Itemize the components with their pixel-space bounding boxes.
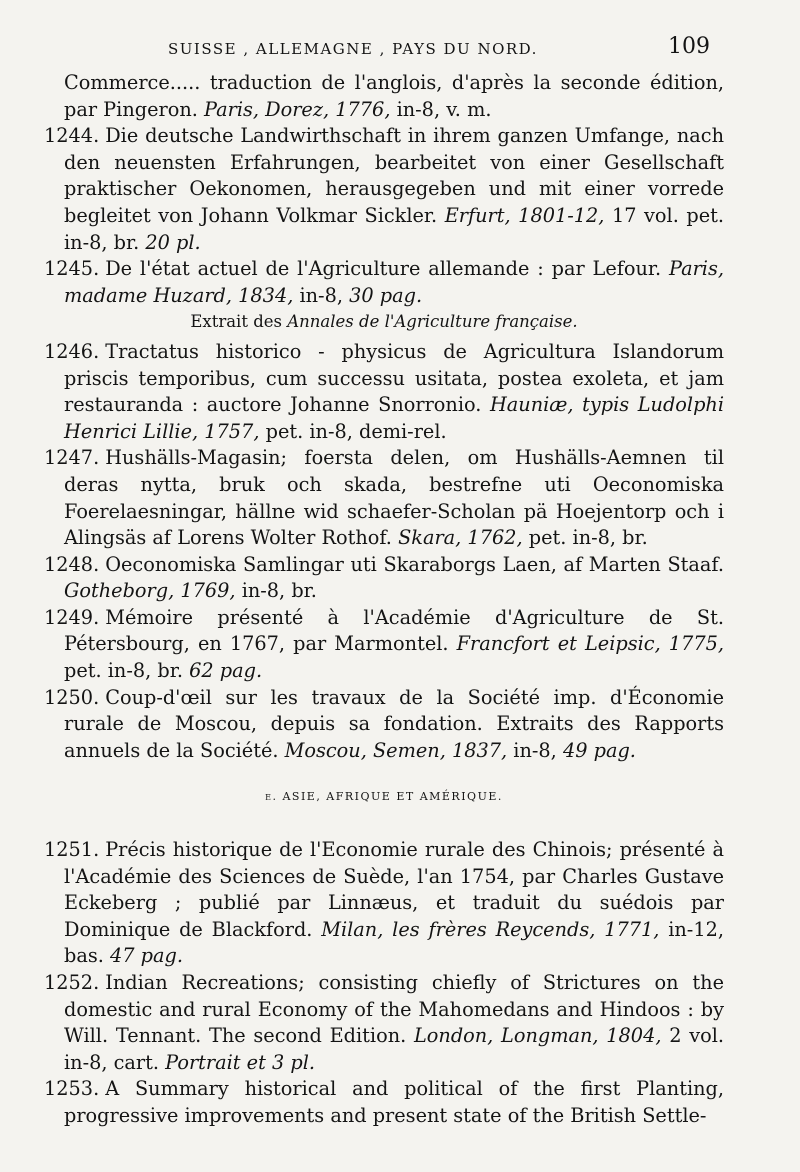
entry-collation: in-12, bas.: [64, 917, 724, 968]
entry-collation: in-8,: [293, 283, 350, 307]
entry-text: Tractatus historico - physicus de Agricultura Islandorum priscis temporibus, cum successu usitata, postea exoleta, et jam restauranda : auctore Johanne Snorronio.: [64, 339, 724, 417]
entry-number: 1252.: [44, 971, 100, 994]
entry-number: 1246.: [44, 339, 100, 363]
entry-imprint: Hauniæ, typis Ludolphi Henrici Lillie, 1757,: [64, 393, 724, 443]
catalog-entry: [44, 339, 724, 445]
note-title: Annales de l'Agriculture française.: [287, 312, 578, 332]
entry-pages: 49 pag.: [562, 738, 636, 762]
entry-collation: in-8, v. m.: [390, 97, 492, 121]
entry-text: Oeconomiska Samlingar uti Skaraborgs Laen, af Marten Staaf.: [105, 552, 724, 576]
entry-text: Commerce..... traduction de l'anglois, d'après la seconde édition, par Pingeron.: [64, 71, 724, 121]
entry-text: Coup-d'œil sur les travaux de la Société imp. d'Économie rurale de Moscou, depuis sa fondation. Extraits des Rapports annuels de la Société.: [64, 685, 724, 762]
entry-plates: Portrait et 3 pl.: [165, 1050, 315, 1074]
entry-note: [44, 309, 724, 336]
catalog-entry: [44, 837, 724, 970]
catalog-entry: [44, 123, 724, 256]
entry-text: A Summary historical and political of the first Planting, progressive improvements and present state of the British Settle-: [64, 1077, 724, 1127]
entry-pages: 30 pag.: [349, 283, 423, 307]
entry-text: Précis historique de l'Economie rurale des Chinois; présenté à l'Académie des Sciences de Suède, l'an 1754, par Charles Gustave Eckeberg ; publié par Linnæus, et traduit du suédois par Dominique de Blackford.: [64, 838, 724, 941]
page-number: 109: [668, 34, 710, 59]
entry-collation: pet. in-8, br.: [64, 659, 190, 683]
page-header: [0, 34, 800, 66]
entry-collation: pet. in-8, br.: [522, 526, 648, 550]
entry-number: 1250.: [44, 685, 100, 709]
page-body: [44, 70, 724, 1130]
entry-imprint: Gotheborg, 1769,: [64, 579, 236, 603]
catalog-entry: [44, 605, 724, 685]
entry-number: 1247.: [44, 446, 100, 470]
continued-entry: [44, 70, 724, 123]
entry-number: 1245.: [44, 257, 100, 281]
entry-number: 1249.: [44, 605, 100, 629]
entry-plates: 20 pl.: [145, 230, 201, 254]
entry-collation: 2 vol. in-8, cart.: [64, 1024, 724, 1074]
entry-collation: pet. in-8, demi-rel.: [259, 419, 447, 443]
entry-text: De l'état actuel de l'Agriculture allemande : par Lefour.: [105, 257, 669, 281]
entry-collation: in-8,: [507, 738, 563, 762]
entry-collation: in-8, br.: [235, 579, 317, 603]
entry-text: Indian Recreations; consisting chiefly of Strictures on the domestic and rural Economy of the Mahomedans and Hindoos : by Will. Tennant. The second Edition.: [64, 971, 724, 1048]
catalog-entry: [44, 685, 724, 765]
entry-imprint: Milan, les frères Reycends, 1771,: [321, 917, 660, 941]
running-head: SUISSE , ALLEMAGNE , PAYS DU NORD.: [168, 40, 538, 58]
entry-text: Mémoire présenté à l'Académie d'Agriculture de St. Pétersbourg, en 1767, par Marmontel.: [64, 605, 724, 656]
catalog-entry: [44, 445, 724, 551]
catalog-entry: [44, 1076, 724, 1129]
entry-imprint: Skara, 1762,: [398, 526, 523, 550]
section-heading: e. ASIE, AFRIQUE ET AMÉRIQUE.: [265, 790, 503, 804]
catalog-entry: [44, 256, 724, 309]
note-text: Extrait des: [190, 312, 288, 332]
entry-collation: 17 vol. pet. in-8, br.: [64, 203, 724, 254]
entry-text: Die deutsche Landwirthschaft in ihrem ganzen Umfange, nach den neuensten Erfahrungen, bearbeitet von einer Gesellschaft praktischer Oekonomen, herausgegeben und mit einer vorrede begleitet von Johann Volkmar Sickler.: [64, 124, 724, 227]
entry-number: 1248.: [44, 552, 100, 576]
entry-number: 1253.: [44, 1077, 100, 1101]
entry-number: 1244.: [44, 124, 100, 148]
entry-imprint: Francfort et Leipsic, 1775,: [456, 632, 724, 656]
entry-text: Hushälls-Magasin; foersta delen, om Hushälls-Aemnen til deras nytta, bruk och skada, bestrefne uti Oeconomiska Foerelaesningar, hällne wid schaefer-Scholan pä Hoejentorp och i Alingsäs af Lorens Wolter Rothof.: [64, 446, 724, 550]
entry-imprint: Erfurt, 1801-12,: [444, 203, 605, 227]
entry-imprint: London, Longman, 1804,: [413, 1024, 662, 1048]
entry-imprint: Paris, madame Huzard, 1834,: [64, 257, 724, 307]
entry-number: 1251.: [44, 838, 100, 862]
entry-pages: 62 pag.: [189, 659, 263, 683]
catalog-entry: [44, 552, 724, 605]
entry-pages: 47 pag.: [110, 944, 183, 968]
entry-imprint: Paris, Dorez, 1776,: [204, 97, 391, 121]
catalog-entry: [44, 970, 724, 1076]
entry-imprint: Moscou, Semen, 1837,: [284, 738, 508, 762]
